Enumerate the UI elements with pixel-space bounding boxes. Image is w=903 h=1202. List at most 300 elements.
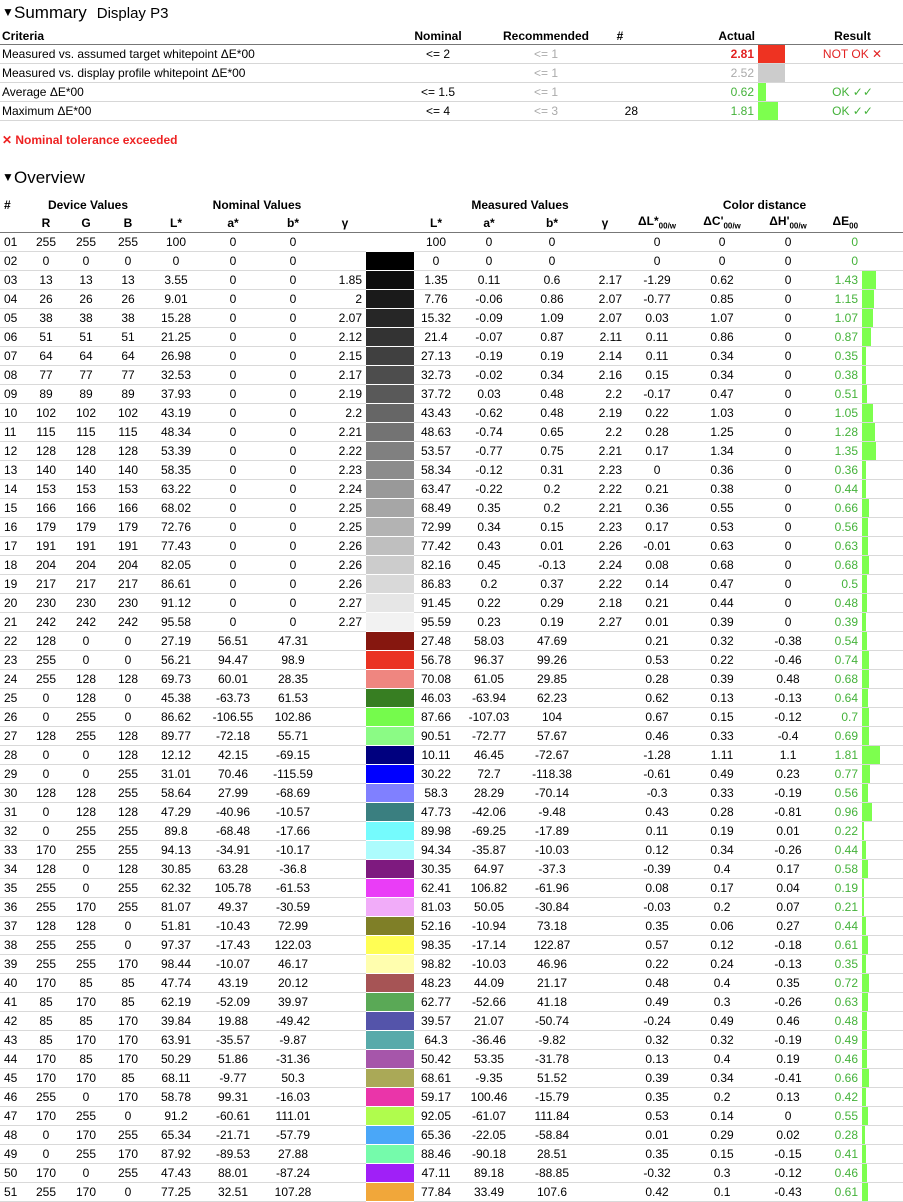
device-b: 0 — [108, 708, 148, 727]
measured-a: -22.05 — [458, 1126, 520, 1145]
device-b: 64 — [108, 347, 148, 366]
delta-c: 0.22 — [688, 651, 756, 670]
nominal-b: 39.97 — [262, 993, 324, 1012]
measured-l: 70.08 — [414, 670, 458, 689]
patch-row — [0, 689, 903, 708]
delta-e-bar — [862, 385, 903, 404]
nominal-a: 70.46 — [204, 765, 262, 784]
device-g: 38 — [64, 309, 108, 328]
nominal-l: 27.19 — [148, 632, 204, 651]
measured-b: 104 — [520, 708, 584, 727]
color-swatch — [366, 385, 414, 404]
measured-gamma — [584, 689, 626, 708]
measured-b: 0.2 — [520, 499, 584, 518]
device-g: 13 — [64, 271, 108, 290]
nominal-a: 0 — [204, 385, 262, 404]
patch-row — [0, 670, 903, 689]
delta-c: 0.28 — [688, 803, 756, 822]
patch-number: 43 — [0, 1031, 28, 1050]
device-r: 166 — [28, 499, 64, 518]
nominal-a: 0 — [204, 518, 262, 537]
patch-row — [0, 1183, 903, 1202]
device-r: 255 — [28, 1183, 64, 1202]
nominal-l: 100 — [148, 233, 204, 252]
delta-l: 0.53 — [626, 651, 688, 670]
device-g: 255 — [64, 708, 108, 727]
criteria-cell: Measured vs. assumed target whitepoint ΔE*00 — [0, 45, 382, 64]
nominal-l: 62.19 — [148, 993, 204, 1012]
device-r: 128 — [28, 727, 64, 746]
patch-row — [0, 917, 903, 936]
device-b: 242 — [108, 613, 148, 632]
nominal-gamma: 2.26 — [324, 556, 366, 575]
delta-e: 0.68 — [820, 556, 862, 575]
delta-h: -0.46 — [756, 651, 820, 670]
measured-l: 43.43 — [414, 404, 458, 423]
patch-row — [0, 1145, 903, 1164]
delta-h: 0.23 — [756, 765, 820, 784]
measured-gamma — [584, 670, 626, 689]
patch-row — [0, 404, 903, 423]
measured-b: 107.6 — [520, 1183, 584, 1202]
delta-c: 0.53 — [688, 518, 756, 537]
patch-number: 25 — [0, 689, 28, 708]
measured-b: 57.67 — [520, 727, 584, 746]
device-g: 255 — [64, 1145, 108, 1164]
color-swatch — [366, 955, 414, 974]
collapse-triangle-icon[interactable]: ▼ — [2, 170, 14, 184]
nominal-a: 0 — [204, 271, 262, 290]
measured-gamma — [584, 1050, 626, 1069]
nominal-b: 102.86 — [262, 708, 324, 727]
device-g: 170 — [64, 1069, 108, 1088]
measured-l: 46.03 — [414, 689, 458, 708]
device-g: 89 — [64, 385, 108, 404]
delta-c: 1.07 — [688, 309, 756, 328]
delta-e-bar — [862, 1069, 903, 1088]
nominal-gamma: 2.22 — [324, 442, 366, 461]
measured-gamma — [584, 879, 626, 898]
delta-e-bar-fill — [862, 1126, 865, 1144]
device-b: 153 — [108, 480, 148, 499]
device-b: 179 — [108, 518, 148, 537]
summary-row — [0, 45, 903, 64]
measured-b: 0.37 — [520, 575, 584, 594]
delta-c: 0.24 — [688, 955, 756, 974]
patch-row — [0, 1107, 903, 1126]
col-measured-a: a* — [458, 213, 520, 233]
device-b: 51 — [108, 328, 148, 347]
device-b: 170 — [108, 1145, 148, 1164]
nominal-l: 15.28 — [148, 309, 204, 328]
delta-l: -0.3 — [626, 784, 688, 803]
nominal-gamma — [324, 1088, 366, 1107]
delta-e-bar — [862, 594, 903, 613]
actual-bar-fill — [758, 83, 766, 101]
col-r: R — [28, 213, 64, 233]
patch-number: 45 — [0, 1069, 28, 1088]
nominal-l: 63.22 — [148, 480, 204, 499]
device-b: 255 — [108, 233, 148, 252]
nominal-b: -87.24 — [262, 1164, 324, 1183]
patch-row — [0, 366, 903, 385]
device-r: 170 — [28, 974, 64, 993]
delta-c: 0.34 — [688, 366, 756, 385]
device-b: 0 — [108, 1183, 148, 1202]
tolerance-exceeded-note: ✕ Nominal tolerance exceeded — [2, 133, 178, 147]
device-b: 128 — [108, 727, 148, 746]
color-swatch — [366, 1183, 414, 1202]
measured-l: 7.76 — [414, 290, 458, 309]
measured-gamma — [584, 1069, 626, 1088]
delta-e-bar — [862, 1012, 903, 1031]
nominal-l: 0 — [148, 252, 204, 271]
measured-a: -0.12 — [458, 461, 520, 480]
nominal-a: 43.19 — [204, 974, 262, 993]
delta-e-label: ΔE — [832, 214, 850, 229]
delta-e-bar — [862, 233, 903, 252]
nominal-l: 95.58 — [148, 613, 204, 632]
measured-a: 0 — [458, 233, 520, 252]
delta-l: 0.49 — [626, 993, 688, 1012]
nominal-gamma — [324, 955, 366, 974]
patch-number: 40 — [0, 974, 28, 993]
measured-a: 58.03 — [458, 632, 520, 651]
criteria-cell: Maximum ΔE*00 — [0, 102, 382, 121]
col-nominal-l: L* — [148, 213, 204, 233]
nominal-cell: <= 4 — [382, 102, 494, 121]
measured-gamma — [584, 746, 626, 765]
delta-e-bar — [862, 1088, 903, 1107]
nominal-a: 105.78 — [204, 879, 262, 898]
col-measured-l: L* — [414, 213, 458, 233]
col-nominal-b: b* — [262, 213, 324, 233]
measured-a: -61.07 — [458, 1107, 520, 1126]
color-swatch — [366, 1107, 414, 1126]
collapse-triangle-icon[interactable]: ▼ — [2, 5, 14, 19]
nominal-l: 87.92 — [148, 1145, 204, 1164]
delta-l: 0.43 — [626, 803, 688, 822]
delta-c: 0.34 — [688, 1069, 756, 1088]
delta-e: 1.05 — [820, 404, 862, 423]
nominal-gamma: 2.25 — [324, 518, 366, 537]
delta-e-bar-fill — [862, 651, 869, 669]
measured-a: 0.34 — [458, 518, 520, 537]
delta-h: 0 — [756, 404, 820, 423]
patch-number: 18 — [0, 556, 28, 575]
patch-number: 27 — [0, 727, 28, 746]
device-r: 255 — [28, 936, 64, 955]
measured-gamma: 2.21 — [584, 442, 626, 461]
nominal-b: 0 — [262, 461, 324, 480]
summary-heading[interactable] — [2, 2, 168, 24]
patch-row — [0, 613, 903, 632]
measured-b: 29.85 — [520, 670, 584, 689]
color-swatch — [366, 233, 414, 252]
summary-title: Summary — [14, 3, 87, 22]
delta-l: -1.28 — [626, 746, 688, 765]
measured-b: 0.65 — [520, 423, 584, 442]
measured-b: -72.67 — [520, 746, 584, 765]
measured-b: 41.18 — [520, 993, 584, 1012]
nominal-a: 0 — [204, 613, 262, 632]
color-swatch — [366, 746, 414, 765]
measured-l: 58.3 — [414, 784, 458, 803]
nominal-b: -57.79 — [262, 1126, 324, 1145]
device-r: 0 — [28, 822, 64, 841]
col-recommended: Recommended — [494, 28, 598, 45]
device-r: 170 — [28, 1164, 64, 1183]
delta-e: 1.15 — [820, 290, 862, 309]
nominal-a: -68.48 — [204, 822, 262, 841]
nominal-a: 0 — [204, 556, 262, 575]
measured-a: -0.06 — [458, 290, 520, 309]
nominal-l: 53.39 — [148, 442, 204, 461]
delta-h: 0 — [756, 537, 820, 556]
patch-row — [0, 651, 903, 670]
color-swatch — [366, 727, 414, 746]
measured-a: 0.03 — [458, 385, 520, 404]
measured-b: -10.03 — [520, 841, 584, 860]
delta-e: 0.44 — [820, 917, 862, 936]
measured-l: 98.35 — [414, 936, 458, 955]
device-b: 166 — [108, 499, 148, 518]
measured-b: -58.84 — [520, 1126, 584, 1145]
color-swatch — [366, 252, 414, 271]
delta-l: 0.42 — [626, 1183, 688, 1202]
nominal-gamma — [324, 1069, 366, 1088]
device-b: 170 — [108, 1088, 148, 1107]
delta-e-bar — [862, 917, 903, 936]
nominal-b: 0 — [262, 290, 324, 309]
measured-a: 106.82 — [458, 879, 520, 898]
device-b: 128 — [108, 803, 148, 822]
nominal-l: 48.34 — [148, 423, 204, 442]
delta-h: -0.13 — [756, 955, 820, 974]
measured-gamma: 2.22 — [584, 480, 626, 499]
delta-e-bar — [862, 271, 903, 290]
nominal-b: -30.59 — [262, 898, 324, 917]
delta-l-label: ΔL* — [638, 214, 659, 229]
recommended-cell: <= 3 — [494, 102, 598, 121]
col-delta-c — [688, 213, 756, 233]
measured-a: 50.05 — [458, 898, 520, 917]
nominal-a: 27.99 — [204, 784, 262, 803]
measured-l: 30.22 — [414, 765, 458, 784]
color-swatch — [366, 784, 414, 803]
measured-gamma: 2.07 — [584, 290, 626, 309]
delta-e-bar-fill — [862, 613, 866, 631]
measured-a: 100.46 — [458, 1088, 520, 1107]
nominal-b: 47.31 — [262, 632, 324, 651]
patch-number: 33 — [0, 841, 28, 860]
patch-row — [0, 385, 903, 404]
device-r: 140 — [28, 461, 64, 480]
patch-number: 11 — [0, 423, 28, 442]
nominal-gamma: 2.2 — [324, 404, 366, 423]
measured-a: 0.11 — [458, 271, 520, 290]
patch-row — [0, 974, 903, 993]
measured-b: -9.48 — [520, 803, 584, 822]
delta-c: 1.25 — [688, 423, 756, 442]
measured-a: -0.74 — [458, 423, 520, 442]
delta-e: 0.41 — [820, 1145, 862, 1164]
measured-l: 91.45 — [414, 594, 458, 613]
delta-e: 0 — [820, 252, 862, 271]
delta-e-bar — [862, 765, 903, 784]
device-g: 26 — [64, 290, 108, 309]
patch-row — [0, 556, 903, 575]
measured-a: -36.46 — [458, 1031, 520, 1050]
patch-row — [0, 784, 903, 803]
color-swatch — [366, 309, 414, 328]
delta-l: 0.11 — [626, 822, 688, 841]
patch-row — [0, 803, 903, 822]
device-g: 153 — [64, 480, 108, 499]
measured-l: 92.05 — [414, 1107, 458, 1126]
nominal-gamma: 2.15 — [324, 347, 366, 366]
measured-gamma — [584, 1164, 626, 1183]
nominal-a: -106.55 — [204, 708, 262, 727]
delta-h: 0 — [756, 613, 820, 632]
delta-c: 1.03 — [688, 404, 756, 423]
measured-l: 98.82 — [414, 955, 458, 974]
measured-a: -9.35 — [458, 1069, 520, 1088]
measured-b: 0.2 — [520, 480, 584, 499]
color-swatch — [366, 1069, 414, 1088]
nominal-a: 0 — [204, 404, 262, 423]
delta-l: 0 — [626, 233, 688, 252]
measured-l: 48.63 — [414, 423, 458, 442]
measured-b: 0.15 — [520, 518, 584, 537]
delta-e-bar — [862, 803, 903, 822]
col-num: # — [4, 197, 11, 212]
delta-e-bar-fill — [862, 366, 866, 384]
summary-row — [0, 102, 903, 121]
delta-e-bar-fill — [862, 480, 866, 498]
patch-number: 05 — [0, 309, 28, 328]
delta-e: 0.61 — [820, 936, 862, 955]
measured-a: 28.29 — [458, 784, 520, 803]
delta-c: 1.34 — [688, 442, 756, 461]
device-g: 0 — [64, 746, 108, 765]
delta-l: 0.28 — [626, 670, 688, 689]
delta-h: -0.38 — [756, 632, 820, 651]
delta-l: 0.39 — [626, 1069, 688, 1088]
delta-l: 0.35 — [626, 917, 688, 936]
patch-row — [0, 594, 903, 613]
nominal-b: 0 — [262, 385, 324, 404]
result-cell — [802, 64, 903, 83]
measured-b: 21.17 — [520, 974, 584, 993]
delta-c: 0.33 — [688, 727, 756, 746]
nominal-gamma — [324, 651, 366, 670]
patch-row — [0, 1126, 903, 1145]
delta-e: 0.46 — [820, 1050, 862, 1069]
nominal-l: 72.76 — [148, 518, 204, 537]
device-g: 179 — [64, 518, 108, 537]
patch-number: 03 — [0, 271, 28, 290]
color-swatch — [366, 423, 414, 442]
nominal-a: -34.91 — [204, 841, 262, 860]
nominal-a: -60.61 — [204, 1107, 262, 1126]
delta-e: 0.77 — [820, 765, 862, 784]
nominal-cell — [382, 64, 494, 83]
patch-row — [0, 347, 903, 366]
measured-b: 0.86 — [520, 290, 584, 309]
nominal-gamma — [324, 1031, 366, 1050]
nominal-b: 72.99 — [262, 917, 324, 936]
measured-gamma — [584, 974, 626, 993]
color-swatch — [366, 480, 414, 499]
measured-b: -15.79 — [520, 1088, 584, 1107]
measured-a: 89.18 — [458, 1164, 520, 1183]
nominal-gamma — [324, 1107, 366, 1126]
measured-gamma — [584, 1183, 626, 1202]
delta-c: 0.34 — [688, 347, 756, 366]
delta-l: -0.77 — [626, 290, 688, 309]
measured-l: 81.03 — [414, 898, 458, 917]
nominal-b: 0 — [262, 233, 324, 252]
delta-c: 0.4 — [688, 860, 756, 879]
measured-gamma: 2.07 — [584, 309, 626, 328]
measured-b: -70.14 — [520, 784, 584, 803]
measured-gamma: 2.16 — [584, 366, 626, 385]
measured-b: -50.74 — [520, 1012, 584, 1031]
nominal-b: 0 — [262, 594, 324, 613]
delta-l: 0.48 — [626, 974, 688, 993]
delta-e-bar-fill — [862, 841, 866, 859]
device-b: 115 — [108, 423, 148, 442]
measured-a: -35.87 — [458, 841, 520, 860]
nominal-l: 21.25 — [148, 328, 204, 347]
delta-c: 0 — [688, 252, 756, 271]
device-g: 255 — [64, 955, 108, 974]
nominal-gamma — [324, 1145, 366, 1164]
measured-l: 47.73 — [414, 803, 458, 822]
delta-e-bar — [862, 1031, 903, 1050]
measured-b: -9.82 — [520, 1031, 584, 1050]
device-r: 255 — [28, 879, 64, 898]
delta-c: 0.39 — [688, 613, 756, 632]
criteria-cell: Measured vs. display profile whitepoint ΔE*00 — [0, 64, 382, 83]
measured-a: -17.14 — [458, 936, 520, 955]
color-swatch — [366, 1126, 414, 1145]
patch-row — [0, 822, 903, 841]
device-r: 0 — [28, 252, 64, 271]
delta-e: 1.28 — [820, 423, 862, 442]
device-r: 64 — [28, 347, 64, 366]
patch-number: 12 — [0, 442, 28, 461]
measured-l: 1.35 — [414, 271, 458, 290]
device-g: 255 — [64, 727, 108, 746]
overview-heading[interactable] — [2, 167, 85, 188]
delta-e-bar — [862, 461, 903, 480]
nominal-l: 91.2 — [148, 1107, 204, 1126]
measured-l: 50.42 — [414, 1050, 458, 1069]
patch-row — [0, 993, 903, 1012]
device-g: 166 — [64, 499, 108, 518]
device-r: 0 — [28, 1145, 64, 1164]
delta-h: -0.43 — [756, 1183, 820, 1202]
nominal-gamma: 2.26 — [324, 575, 366, 594]
device-r: 128 — [28, 917, 64, 936]
nominal-a: 51.86 — [204, 1050, 262, 1069]
measured-l: 72.99 — [414, 518, 458, 537]
nominal-gamma — [324, 1126, 366, 1145]
device-b: 0 — [108, 651, 148, 670]
nominal-a: 94.47 — [204, 651, 262, 670]
